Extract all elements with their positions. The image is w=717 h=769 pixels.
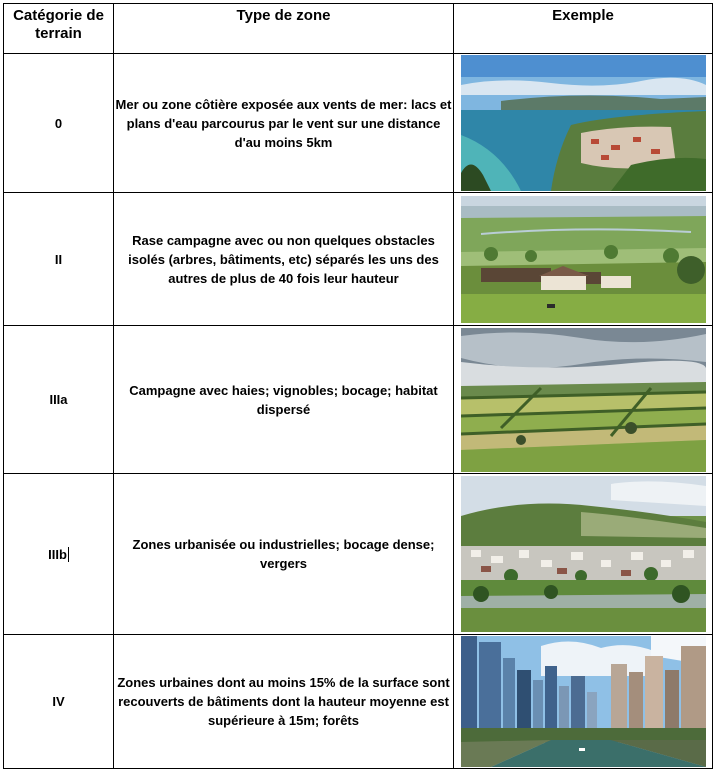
example-cell [454,193,713,326]
table-row [4,54,713,193]
terrain-category-table [3,3,713,769]
text-cursor [68,547,69,562]
category-label: 0 [54,115,63,131]
category-cell [4,474,114,635]
category-label: IIIa [49,392,68,407]
hedged-farmland-icon [461,328,706,472]
table-row [4,326,713,474]
city-skyline-icon [461,636,706,767]
header-zone-type: Type de zone [114,4,454,54]
category-cell [4,326,114,474]
village-valley-icon [461,476,706,632]
example-cell [454,326,713,474]
header-example: Exemple [454,4,713,54]
header-category: Catégorie de terrain [4,4,114,54]
description-cell: Campagne avec haies; vignobles; bocage; habitat dispersé [114,326,454,474]
category-cell [4,54,114,193]
table-row [4,193,713,326]
example-cell [454,474,713,635]
category-label: II [54,251,63,267]
description-cell: Zones urbanisée ou industrielles; bocage dense; vergers [114,474,454,635]
header-row [4,4,713,54]
category-cell [4,193,114,326]
coastal-sea-icon [461,55,706,191]
table-row [4,474,713,635]
category-label: IV [52,694,65,709]
table-row [4,635,713,769]
description-cell: Zones urbaines dont au moins 15% de la surface sont recouverts de bâtiments dont la hauteur moyenne est supérieure à 15m; forêts [114,635,454,769]
open-countryside-icon [461,196,706,323]
category-label: IIIb [48,546,67,562]
category-cell [4,635,114,769]
example-cell [454,54,713,193]
description-cell: Mer ou zone côtière exposée aux vents de mer: lacs et plans d'eau parcourus par le vent sur une distance d'au moins 5km [114,54,454,193]
description-cell: Rase campagne avec ou non quelques obstacles isolés (arbres, bâtiments, etc) séparés les uns des autres de plus de 40 fois leur hauteur [114,193,454,326]
example-cell [454,635,713,769]
